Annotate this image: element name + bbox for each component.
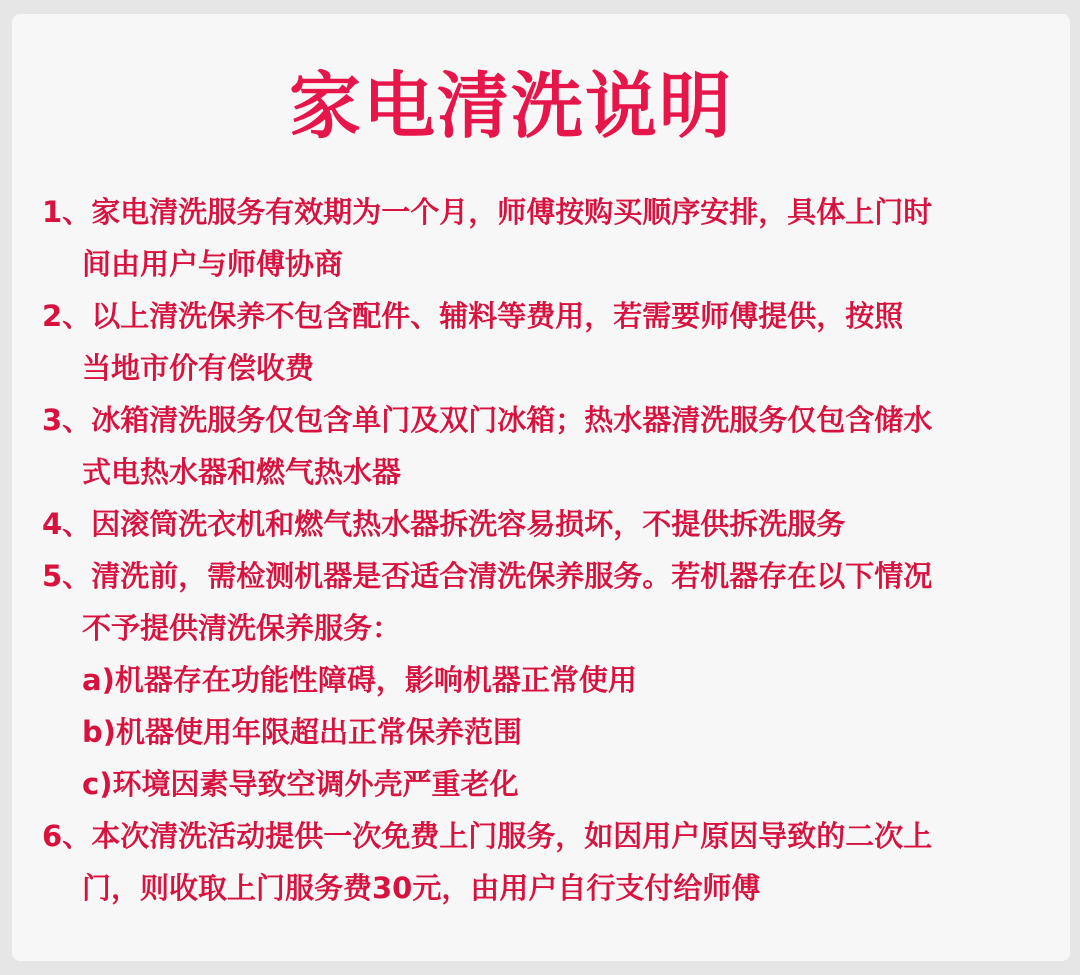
sub-item-b: b)机器使用年限超出正常保养范围 bbox=[82, 715, 523, 749]
list-item-2-number: 2、 bbox=[42, 299, 92, 333]
list-item-6-number: 6、 bbox=[42, 819, 92, 853]
list-item-2-line-2: 当地市价有偿收费 bbox=[82, 351, 315, 385]
list-item-3-number: 3、 bbox=[42, 403, 92, 437]
list-item-3-line-1 bbox=[42, 394, 932, 446]
list-item-5-number: 5、 bbox=[42, 559, 92, 593]
list-item-2-text: 以上清洗保养不包含配件、辅料等费用，若需要师傅提供，按照 bbox=[91, 299, 904, 333]
sub-item-a: a)机器存在功能性障碍，影响机器正常使用 bbox=[82, 663, 637, 697]
list-item-6-line-2: 门，则收取上门服务费30元，由用户自行支付给师傅 bbox=[82, 871, 761, 905]
document-card bbox=[12, 14, 1070, 961]
instructions-list bbox=[12, 14, 1070, 961]
list-item-4-text: 因滚筒洗衣机和燃气热水器拆洗容易损坏，不提供拆洗服务 bbox=[91, 507, 846, 541]
page-title: 家电清洗说明 bbox=[288, 64, 733, 148]
list-item-1-line-1 bbox=[42, 186, 932, 238]
list-item-1-text: 家电清洗服务有效期为一个月，师傅按购买顺序安排，具体上门时 bbox=[91, 195, 933, 229]
list-item-5-line-2: 不予提供清洗保养服务： bbox=[82, 611, 402, 645]
list-item-5-text: 清洗前，需检测机器是否适合清洗保养服务。若机器存在以下情况 bbox=[91, 559, 933, 593]
list-item-1-line-2: 间由用户与师傅协商 bbox=[82, 247, 344, 281]
list-item-3-text: 冰箱清洗服务仅包含单门及双门冰箱；热水器清洗服务仅包含储水 bbox=[91, 403, 933, 437]
list-item-4-line-1 bbox=[42, 498, 845, 550]
list-item-4-number: 4、 bbox=[42, 507, 92, 541]
list-item-5-line-1 bbox=[42, 550, 932, 602]
sub-item-c: c)环境因素导致空调外壳严重老化 bbox=[82, 767, 519, 801]
list-item-2-line-1 bbox=[42, 290, 903, 342]
list-item-6-text: 本次清洗活动提供一次免费上门服务，如因用户原因导致的二次上 bbox=[91, 819, 933, 853]
list-item-6-line-1 bbox=[42, 810, 932, 862]
list-item-3-line-2: 式电热水器和燃气热水器 bbox=[82, 455, 402, 489]
list-item-1-number: 1、 bbox=[42, 195, 92, 229]
